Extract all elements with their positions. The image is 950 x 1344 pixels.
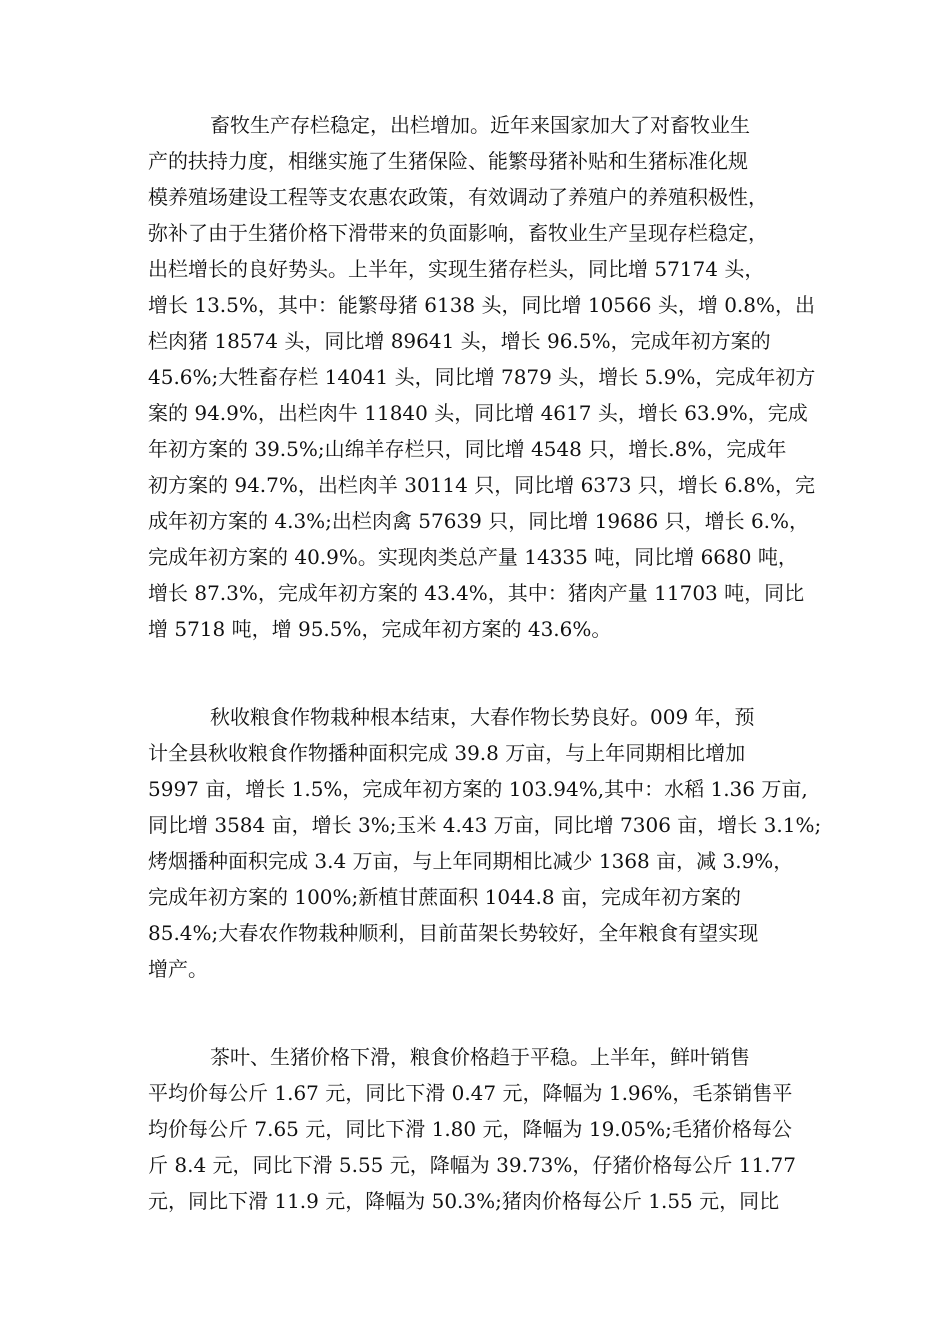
paragraph-2-line-8: 增产。 xyxy=(148,957,208,981)
paragraph-1-line-4: 弥补了由于生猪价格下滑带来的负面影响，畜牧业生产呈现存栏稳定， xyxy=(148,221,768,245)
paragraph-1-line-13: 完成年初方案的 40.9%。实现肉类总产量 14335 吨，同比增 6680 吨， xyxy=(148,545,798,569)
paragraph-3-line-5: 元，同比下滑 11.9 元，降幅为 50.3%;猪肉价格每公斤 1.55 元，同比 xyxy=(148,1189,780,1213)
paragraph-1-line-14: 增长 87.3%，完成年初方案的 43.4%，其中：猪肉产量 11703 吨，同比 xyxy=(148,581,805,605)
paragraph-2-line-2: 计全县秋收粮食作物播种面积完成 39.8 万亩，与上年同期相比增加 xyxy=(148,741,746,765)
paragraph-1-line-5: 出栏增长的良好势头。上半年，实现生猪存栏头，同比增 57174 头， xyxy=(148,257,765,281)
paragraph-2-line-7: 85.4%;大春农作物栽种顺利，目前苗架长势较好，全年粮食有望实现 xyxy=(148,921,759,945)
paragraph-1-line-9: 案的 94.9%，出栏肉牛 11840 头，同比增 4617 头，增长 63.9%，完成 xyxy=(148,401,808,425)
paragraph-1-line-15: 增 5718 吨，增 95.5%，完成年初方案的 43.6%。 xyxy=(148,617,612,641)
paragraph-1-line-1: 畜牧生产存栏稳定，出栏增加。近年来国家加大了对畜牧业生 xyxy=(210,113,750,137)
paragraph-1-line-10: 年初方案的 39.5%;山绵羊存栏只，同比增 4548 只，增长.8%，完成年 xyxy=(148,437,787,461)
paragraph-1-line-6: 增长 13.5%，其中：能繁母猪 6138 头，同比增 10566 头，增 0.8%，出 xyxy=(148,293,816,317)
paragraph-1-line-11: 初方案的 94.7%，出栏肉羊 30114 只，同比增 6373 只，增长 6.8%，完 xyxy=(148,473,816,497)
paragraph-1-line-2: 产的扶持力度，相继实施了生猪保险、能繁母猪补贴和生猪标准化规 xyxy=(148,149,748,173)
paragraph-1-line-3: 模养殖场建设工程等支农惠农政策，有效调动了养殖户的养殖积极性， xyxy=(148,185,768,209)
paragraph-2-line-6: 完成年初方案的 100%;新植甘蔗面积 1044.8 亩，完成年初方案的 xyxy=(148,885,741,909)
paragraph-3-line-2: 平均价每公斤 1.67 元，同比下滑 0.47 元，降幅为 1.96%，毛茶销售平 xyxy=(148,1081,793,1105)
paragraph-3-line-4: 斤 8.4 元，同比下滑 5.55 元，降幅为 39.73%，仔猪价格每公斤 11.77 xyxy=(148,1153,796,1177)
paragraph-2-line-1: 秋收粮食作物栽种根本结束，大春作物长势良好。009 年，预 xyxy=(210,705,755,729)
paragraph-3-line-1: 茶叶、生猪价格下滑，粮食价格趋于平稳。上半年，鲜叶销售 xyxy=(210,1045,750,1069)
paragraph-1-line-8: 45.6%;大牲畜存栏 14041 头，同比增 7879 头，增长 5.9%，完成年初方 xyxy=(148,365,816,389)
paragraph-1-line-7: 栏肉猪 18574 头，同比增 89641 头，增长 96.5%，完成年初方案的 xyxy=(148,329,771,353)
paragraph-2-line-5: 烤烟播种面积完成 3.4 万亩，与上年同期相比减少 1368 亩，减 3.9%， xyxy=(148,849,794,873)
paragraph-1-line-12: 成年初方案的 4.3%;出栏肉禽 57639 只，同比增 19686 只，增长 6.%， xyxy=(148,509,810,533)
paragraph-3-line-3: 均价每公斤 7.65 元，同比下滑 1.80 元，降幅为 19.05%;毛猪价格每公 xyxy=(148,1117,792,1141)
paragraph-2-line-4: 同比增 3584 亩，增长 3%;玉米 4.43 万亩，同比增 7306 亩，增长 3.1%; xyxy=(148,813,822,837)
paragraph-2-line-3: 5997 亩，增长 1.5%，完成年初方案的 103.94%,其中：水稻 1.36 万亩, xyxy=(148,777,808,801)
